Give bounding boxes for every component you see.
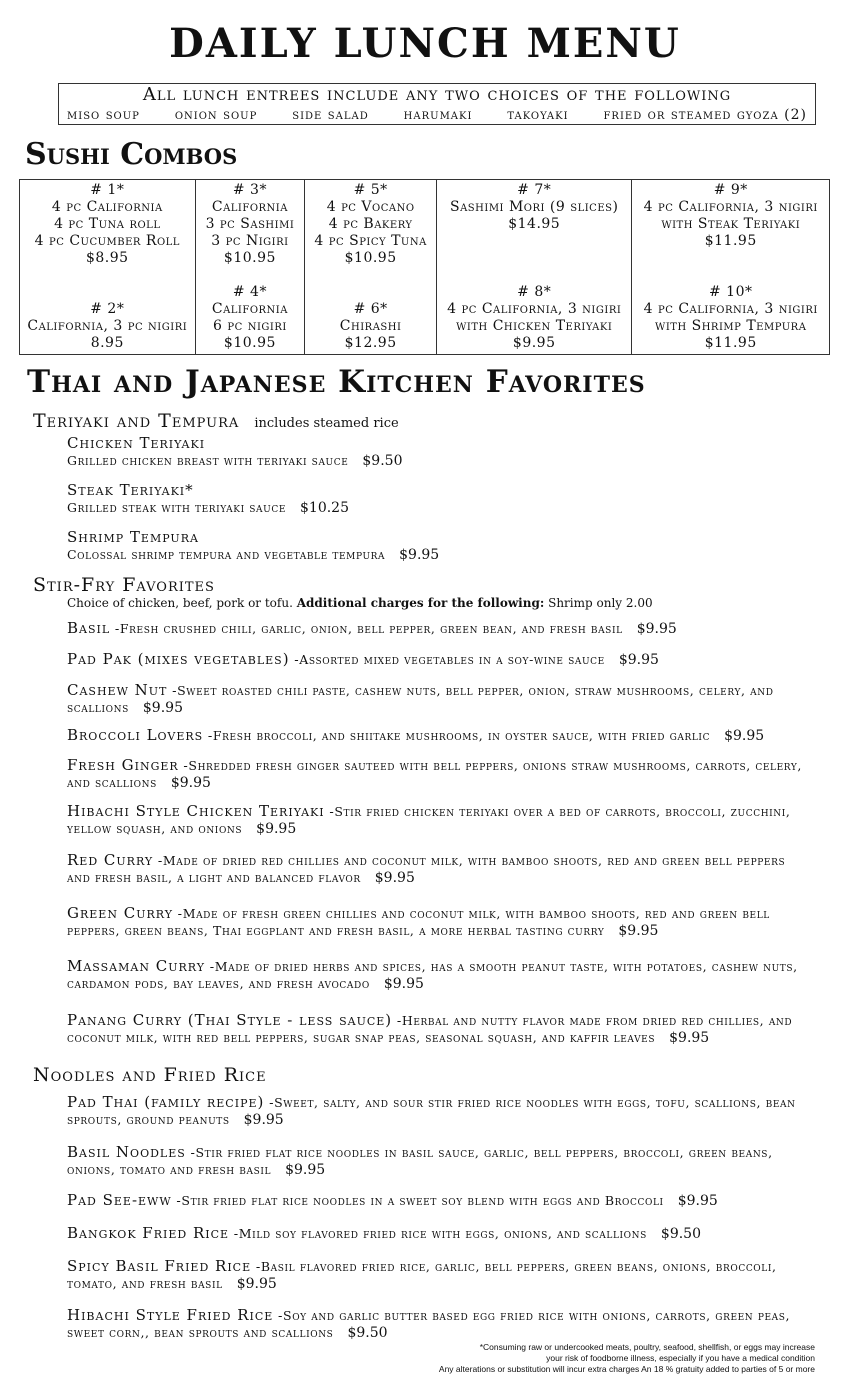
combo-price: 8.95	[90, 335, 124, 351]
combo-line: 4 pc Tuna roll	[54, 216, 161, 232]
menu-item	[67, 529, 807, 564]
combo-price: $8.95	[85, 250, 129, 266]
menu-item: Bangkok Fried Rice -Mild soy flavored fried rice with eggs, onions, and scallions $9.50	[67, 1224, 701, 1242]
noodles-section	[33, 1064, 267, 1086]
disclaimer	[439, 1342, 815, 1375]
item-name: Fresh Ginger	[67, 756, 179, 774]
menu-item: Basil -Fresh crushed chili, garlic, onion, bell pepper, green bean, and fresh basil $9.95	[67, 619, 677, 637]
combo-item	[437, 282, 632, 354]
combo-item	[632, 282, 829, 354]
combo-line: California, 3 pc nigiri	[27, 318, 188, 334]
item-name: Cashew Nut	[67, 681, 168, 699]
noodles-section-title: Noodles and Fried Rice	[33, 1064, 267, 1086]
item-price: $9.95	[618, 923, 659, 939]
combo-number: # 3*	[232, 182, 267, 198]
item-price: $9.95	[243, 1112, 284, 1128]
combo-line: Chirashi	[339, 318, 402, 334]
item-name: Red Curry	[67, 851, 154, 869]
combo-number: # 8*	[517, 284, 552, 300]
item-name: Basil	[67, 619, 111, 637]
item-description: Fresh broccoli, and shiitake mushrooms, in oyster sauce, with fried garlic	[212, 728, 711, 743]
combo-item	[20, 299, 195, 354]
menu-item	[67, 435, 807, 470]
item-description: Made of dried herbs and spices, has a smooth peanut taste, with potatoes, cashew nuts, cardamon pods, bay leaves, and fresh avocado	[67, 959, 798, 991]
teriyaki-section	[33, 410, 399, 435]
combo-number: # 6*	[353, 301, 388, 317]
disclaimer-line: your risk of foodborne illness, especially if you have a medical condition	[546, 1353, 815, 1363]
combo-item	[305, 180, 436, 269]
menu-item: Pad Thai (family recipe) -Sweet, salty, and sour stir fried rice noodles with eggs, tofu, scallions, bean sprouts, ground peanuts $9.95	[67, 1093, 796, 1128]
item-description: Assorted mixed vegetables in a soy-wine sauce	[299, 652, 605, 667]
combo-number: # 2*	[90, 301, 125, 317]
item-description: Basil flavored fried rice, garlic, bell peppers, green beans, onions, broccoli, tomato, and fresh basil	[67, 1259, 777, 1291]
combo-line: with Steak Teriyaki	[661, 216, 801, 232]
combo-line: 4 pc Spicy Tuna	[314, 233, 427, 249]
includes-text: All lunch entrees include any two choices of the following	[142, 84, 732, 105]
item-name: Spicy Basil Fried Rice	[67, 1257, 252, 1275]
combo-line: 4 pc California, 3 nigiri	[643, 301, 818, 317]
menu-item: Spicy Basil Fried Rice -Basil flavored fried rice, garlic, bell peppers, green beans, onions, broccoli, tomato, and fresh basil $9.95	[67, 1257, 777, 1292]
menu-item: Broccoli Lovers -Fresh broccoli, and shiitake mushrooms, in oyster sauce, with fried garlic $9.95	[67, 726, 765, 744]
item-name: Pad See-eww	[67, 1191, 172, 1209]
combo-item	[305, 299, 436, 354]
side-choice: harumaki	[403, 107, 473, 123]
combo-line: 4 pc California, 3 nigiri	[447, 301, 622, 317]
menu-item: Massaman Curry -Made of dried herbs and spices, has a smooth peanut taste, with potatoes, cashew nuts, cardamon pods, bay leaves, and fresh avocado $9.95	[67, 957, 798, 992]
item-price: $9.95	[636, 621, 677, 637]
item-description: Stir fried flat rice noodles in a sweet soy blend with eggs and Broccoli	[181, 1193, 664, 1208]
kitchen-favorites-heading: Thai and Japanese Kitchen Favorites	[27, 364, 646, 400]
item-name: Pad Pak (mixes vegetables)	[67, 650, 290, 668]
combo-number: # 7*	[517, 182, 552, 198]
item-name: Pad Thai (family recipe)	[67, 1093, 265, 1111]
item-description: Sweet, salty, and sour stir fried rice noodles with eggs, tofu, scallions, bean sprouts, ground peanuts	[67, 1095, 796, 1127]
item-description: Grilled steak with teriyaki sauce	[67, 500, 286, 515]
menu-item: Hibachi Style Chicken Teriyaki -Stir fried chicken teriyaki over a bed of carrots, broccoli, zucchini, yellow squash, and onions $9.95	[67, 802, 791, 837]
combo-item	[20, 180, 195, 269]
item-name: Shrimp Tempura	[67, 528, 199, 546]
combo-price: $9.95	[512, 335, 556, 351]
side-choice: takoyaki	[507, 107, 569, 123]
item-description: Stir fried chicken teriyaki over a bed of carrots, broccoli, zucchini, yellow squash, and onions	[67, 804, 791, 836]
menu-item: Green Curry -Made of fresh green chillies and coconut milk, with bamboo shoots, red and green bell peppers, green beans, Thai eggplant and fresh basil, a more herbal tasting curry $9.95	[67, 904, 770, 939]
combo-column	[305, 180, 437, 354]
combo-line: 4 pc California	[51, 199, 163, 215]
item-description: Stir fried flat rice noodles in basil sauce, garlic, bell peppers, broccoli, green beans, onions, tomato and fresh basil	[67, 1145, 773, 1177]
combo-column	[20, 180, 196, 354]
item-name: Hibachi Style Chicken Teriyaki	[67, 802, 325, 820]
item-price: $9.50	[660, 1226, 701, 1242]
combo-item	[196, 282, 305, 354]
side-choice: fried or steamed gyoza (2)	[603, 107, 807, 123]
item-price: $9.95	[677, 1193, 718, 1209]
protein-choice: Choice of chicken, beef, pork or tofu.	[67, 596, 293, 610]
menu-item: Basil Noodles -Stir fried flat rice noodles in basil sauce, garlic, bell peppers, broccoli, green beans, onions, tomato and fresh basil $9.95	[67, 1143, 773, 1178]
combo-column	[196, 180, 306, 354]
stirfry-section-title: Stir-Fry Favorites	[33, 574, 215, 596]
item-price: $10.25	[300, 500, 349, 516]
item-description: Soy and garlic butter based egg fried rice with onions, carrots, green peas, sweet corn,, bean sprouts and scallions	[67, 1308, 791, 1340]
combo-column	[632, 180, 829, 354]
item-price: $9.95	[236, 1276, 277, 1292]
item-description: Fresh crushed chili, garlic, onion, bell pepper, green bean, and fresh basil	[119, 621, 623, 636]
item-price: $9.95	[256, 821, 297, 837]
item-price: $9.50	[347, 1325, 388, 1341]
teriyaki-note: includes steamed rice	[254, 416, 399, 431]
menu-item: Fresh Ginger -Shredded fresh ginger sauteed with bell peppers, onions straw mushrooms, carrots, celery, and scallions $9.95	[67, 756, 803, 791]
item-name: Hibachi Style Fried Rice	[67, 1306, 274, 1324]
menu-item: Red Curry -Made of dried red chillies and coconut milk, with bamboo shoots, red and green bell peppers and fresh basil, a light and balanced flavor $9.95	[67, 851, 786, 886]
combo-price: $10.95	[223, 335, 276, 351]
side-choice: side salad	[292, 107, 369, 123]
combo-number: # 1*	[90, 182, 125, 198]
menu-item: Panang Curry (Thai Style - less sauce) -Herbal and nutty flavor made from dried red chillies, and coconut milk, with red bell peppers, sugar snap peas, seasonal squash, and kaffir leaves $9.95	[67, 1011, 793, 1046]
item-description: Sweet roasted chili paste, cashew nuts, bell pepper, onion, straw mushrooms, celery, and scallions	[67, 683, 774, 715]
item-price: $9.95	[724, 728, 765, 744]
combo-price: $10.95	[344, 250, 397, 266]
combo-line: 3 pc Sashimi	[205, 216, 295, 232]
combo-number: # 5*	[353, 182, 388, 198]
combo-price: $11.95	[704, 233, 757, 249]
teriyaki-section-title: Teriyaki and Tempura	[33, 410, 240, 432]
stirfry-section	[33, 574, 215, 596]
item-description: Colossal shrimp tempura and vegetable tempura	[67, 547, 386, 562]
item-name: Steak Teriyaki*	[67, 481, 194, 499]
side-choice: onion soup	[174, 107, 258, 123]
combo-line: 6 pc nigiri	[213, 318, 287, 334]
combo-line: 4 pc Bakery	[328, 216, 413, 232]
item-description: Made of dried red chillies and coconut milk, with bamboo shoots, red and green bell peppers and fresh basil, a light and balanced flavor	[67, 853, 786, 885]
combo-line: 3 pc Nigiri	[211, 233, 289, 249]
page-title: DAILY LUNCH MENU	[169, 20, 681, 67]
disclaimer-line: Any alterations or substitution will incur extra charges An 18 % gratuity added to parties of 5 or more	[438, 1364, 815, 1374]
item-price: $9.95	[285, 1162, 326, 1178]
item-price: $9.95	[170, 775, 211, 791]
menu-item	[67, 482, 807, 517]
item-price: $9.50	[362, 453, 403, 469]
includes-box	[58, 83, 816, 125]
combo-column	[437, 180, 633, 354]
combo-line: with Chicken Teriyaki	[456, 318, 613, 334]
combo-item	[632, 180, 829, 252]
combo-line: California	[211, 199, 288, 215]
item-description: Made of fresh green chillies and coconut milk, with bamboo shoots, red and green bell peppers, green beans, Thai eggplant and fresh basil, a more herbal tasting curry	[67, 906, 770, 938]
item-name: Bangkok Fried Rice	[67, 1224, 230, 1242]
item-price: $9.95	[374, 870, 415, 886]
item-name: Massaman Curry	[67, 957, 205, 975]
charges-label: Additional charges for the following:	[296, 596, 545, 610]
item-name: Panang Curry (Thai Style - less sauce)	[67, 1011, 393, 1029]
menu-item: Pad Pak (mixes vegetables) -Assorted mixed vegetables in a soy-wine sauce $9.95	[67, 650, 659, 668]
side-choice: miso soup	[67, 107, 140, 123]
item-price: $9.95	[142, 700, 183, 716]
menu-item: Pad See-eww -Stir fried flat rice noodles in a sweet soy blend with eggs and Broccoli $9.95	[67, 1191, 718, 1209]
combo-item	[437, 180, 632, 235]
combo-line: California	[211, 301, 288, 317]
charges-text: Shrimp only 2.00	[548, 596, 653, 610]
item-price: $9.95	[383, 976, 424, 992]
item-price: $9.95	[399, 547, 440, 563]
disclaimer-line: *Consuming raw or undercooked meats, poultry, seafood, shellfish, or eggs may increase	[479, 1342, 815, 1352]
combo-line: 4 pc Cucumber Roll	[34, 233, 180, 249]
item-name: Chicken Teriyaki	[67, 434, 206, 452]
menu-item: Cashew Nut -Sweet roasted chili paste, cashew nuts, bell pepper, onion, straw mushrooms, celery, and scallions $9.95	[67, 681, 774, 716]
menu-item: Hibachi Style Fried Rice -Soy and garlic butter based egg fried rice with onions, carrots, green peas, sweet corn,, bean sprouts and scallions $9.50	[67, 1306, 791, 1341]
item-name: Basil Noodles	[67, 1143, 186, 1161]
item-description: Herbal and nutty flavor made from dried red chillies, and coconut milk, with red bell peppers, sugar snap peas, seasonal squash, and kaffir leaves	[67, 1013, 793, 1045]
sushi-combos-table	[19, 179, 830, 355]
combo-line: with Shrimp Tempura	[655, 318, 807, 334]
combo-line: Sashimi Mori (9 slices)	[449, 199, 619, 215]
combo-price: $10.95	[223, 250, 276, 266]
combo-number: # 9*	[713, 182, 748, 198]
item-description: Shredded fresh ginger sauteed with bell peppers, onions straw mushrooms, carrots, celery, and scallions	[67, 758, 803, 790]
combo-number: # 10*	[708, 284, 753, 300]
stirfry-choice-note	[67, 596, 653, 610]
item-price: $9.95	[618, 652, 659, 668]
combo-price: $11.95	[704, 335, 757, 351]
combo-item	[196, 180, 305, 269]
combo-line: 4 pc Vocano	[326, 199, 415, 215]
side-choices	[59, 106, 815, 124]
item-description: Mild soy flavored fried rice with eggs, onions, and scallions	[238, 1226, 647, 1241]
item-description: Grilled chicken breast with teriyaki sauce	[67, 453, 349, 468]
combo-line: 4 pc California, 3 nigiri	[643, 199, 818, 215]
item-name: Green Curry	[67, 904, 173, 922]
combo-price: $12.95	[344, 335, 397, 351]
item-price: $9.95	[669, 1030, 710, 1046]
sushi-combos-heading: Sushi Combos	[25, 137, 238, 172]
combo-number: # 4*	[232, 284, 267, 300]
item-name: Broccoli Lovers	[67, 726, 204, 744]
combo-price: $14.95	[508, 216, 561, 232]
